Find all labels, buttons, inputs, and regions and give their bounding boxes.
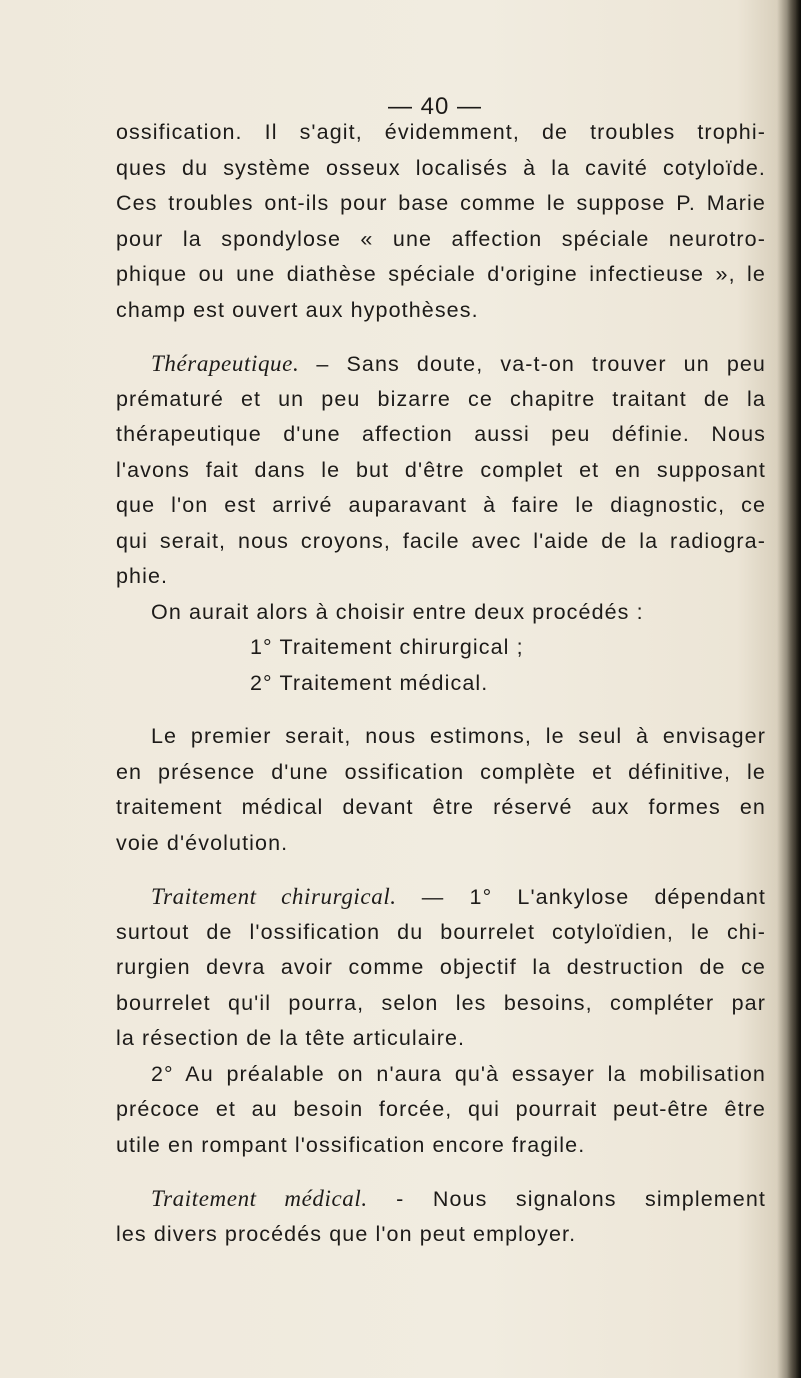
text-line: utile en rompant l'ossification encore fragile.: [116, 1132, 586, 1157]
text-segment: 1° L'ankylose dépendant: [469, 885, 766, 909]
text-line: phique ou une diathèse spéciale d'origine infectieuse », le: [116, 262, 766, 286]
text-line: traitement médical devant être réservé aux formes en: [116, 795, 766, 819]
text-segment: Sans doute, va-t-on trouver un peu: [346, 352, 766, 376]
section-heading-therapeutique: Thérapeutique.: [151, 351, 300, 376]
text-line: ossification. Il s'agit, évidemment, de troubles trophi-: [116, 120, 766, 144]
text-line: les divers procédés que l'on peut employer.: [116, 1221, 577, 1246]
page-edge-shadow: [787, 0, 801, 1378]
text-line: [116, 346, 766, 382]
procedure-list: [116, 630, 766, 701]
paragraph-traitement-medical: [116, 1181, 766, 1252]
section-heading-chirurgical: Traitement chirurgical.: [151, 884, 397, 909]
text-line: en présence d'une ossification complète et définitive, le: [116, 759, 766, 784]
text-line: ques du système osseux localisés à la cavité cotyloïde.: [116, 155, 766, 180]
text-line: surtout de l'ossification du bourrelet cotyloïdien, le chi-: [116, 919, 766, 944]
text-line: voie d'évolution.: [116, 830, 289, 855]
paragraph-therapeutique: [116, 346, 766, 595]
text-line: thérapeutique d'une affection aussi peu définie. Nous: [116, 422, 766, 446]
paragraph-prealable: [116, 1057, 766, 1164]
list-item: 1° Traitement chirurgical ;: [250, 635, 524, 659]
text-line: pour la spondylose « une affection spéciale neurotro-: [116, 226, 766, 251]
text-line: l'avons fait dans le but d'être complet et en supposant: [116, 457, 766, 482]
text-line: Le premier serait, nous estimons, le seul à envisager: [151, 724, 766, 748]
page-number: — 40 —: [387, 93, 483, 120]
text-line: [116, 1181, 766, 1217]
text-line: rurgien devra avoir comme objectif la destruction de ce: [116, 955, 766, 979]
paragraph-premier: [116, 719, 766, 861]
heading-dash: —: [396, 885, 470, 909]
text-line: On aurait alors à choisir entre deux procédés :: [151, 599, 644, 624]
heading-dash: –: [299, 352, 347, 376]
text-line: 2° Au préalable on n'aura qu'à essayer la mobilisation: [151, 1061, 766, 1086]
text-segment: Nous signalons simplement: [432, 1187, 766, 1211]
text-line: précoce et au besoin forcée, qui pourrait peut-être être: [116, 1097, 766, 1121]
section-heading-medical: Traitement médical.: [151, 1186, 368, 1211]
text-line: Ces troubles ont-ils pour base comme le suppose P. Marie: [116, 191, 766, 215]
heading-dash: -: [367, 1187, 433, 1211]
text-line: champ est ouvert aux hypothèses.: [116, 297, 479, 322]
list-item: 2° Traitement médical.: [250, 670, 489, 695]
text-line: qui serait, nous croyons, facile avec l'aide de la radiogra-: [116, 528, 766, 553]
paragraph-traitement-chirurgical: [116, 879, 766, 1057]
text-line: que l'on est arrivé auparavant à faire le diagnostic, ce: [116, 493, 766, 517]
text-line: prématuré et un peu bizarre ce chapitre traitant de la: [116, 386, 766, 411]
text-line: la résection de la tête articulaire.: [116, 1026, 466, 1050]
text-line: [116, 879, 766, 915]
text-line: phie.: [116, 564, 169, 588]
paragraph-1: [116, 115, 766, 328]
text-line: bourrelet qu'il pourra, selon les besoins, compléter par: [116, 990, 766, 1015]
body-text: [116, 115, 766, 1252]
paragraph-choix: [116, 595, 766, 631]
